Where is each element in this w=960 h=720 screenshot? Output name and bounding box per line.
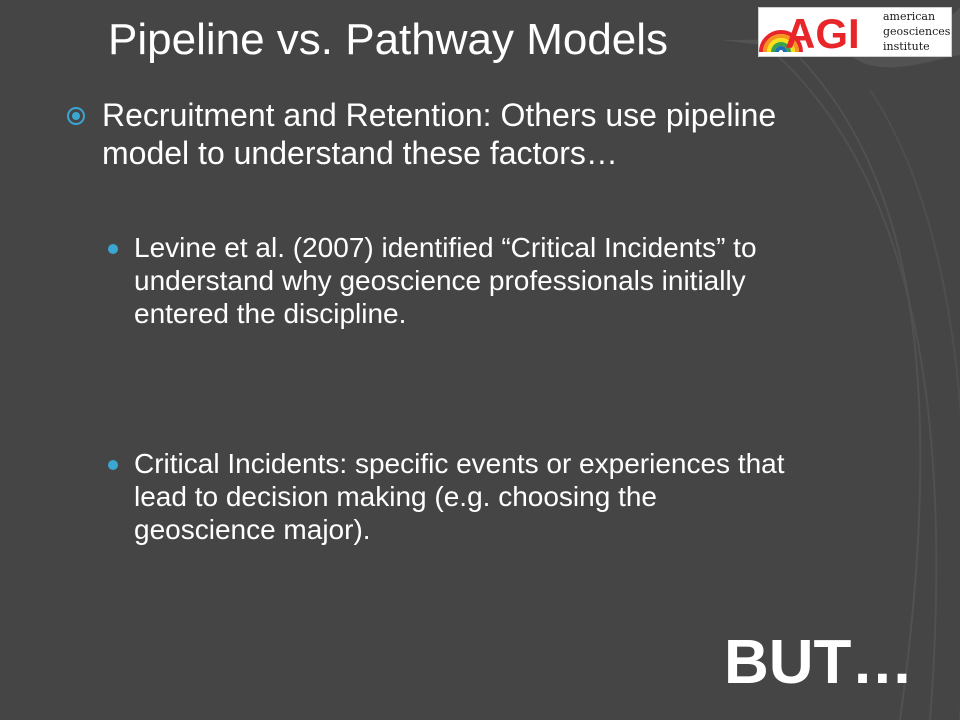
agi-logo-mark	[759, 8, 879, 56]
but-callout: BUT…	[724, 628, 914, 697]
logo-line-1: american	[883, 10, 936, 23]
dot-bullet-icon	[108, 460, 118, 470]
dot-bullet-icon	[108, 244, 118, 254]
agi-logo	[758, 7, 952, 57]
main-bullet-list	[66, 96, 826, 172]
logo-line-3: institute	[883, 40, 930, 53]
slide-title: Pipeline vs. Pathway Models	[108, 15, 669, 64]
sub-bullet-2-text: Critical Incidents: specific events or experiences that lead to decision making (e.g. choosing the geoscience major).	[134, 448, 785, 545]
sub-bullet-1	[106, 231, 806, 330]
agi-logo-letters: AGI	[785, 10, 860, 56]
circle-dot-bullet-icon	[66, 106, 86, 126]
sub-bullet-2	[106, 447, 806, 546]
main-bullet-text: Recruitment and Retention: Others use pipeline model to understand these factors…	[102, 97, 777, 171]
logo-line-2: geosciences	[883, 25, 951, 38]
agi-logo-text	[883, 9, 951, 54]
sub-bullet-1-text: Levine et al. (2007) identified “Critical Incidents” to understand why geoscience professionals initially entered the discipline.	[134, 232, 757, 329]
main-bullet	[66, 96, 826, 172]
